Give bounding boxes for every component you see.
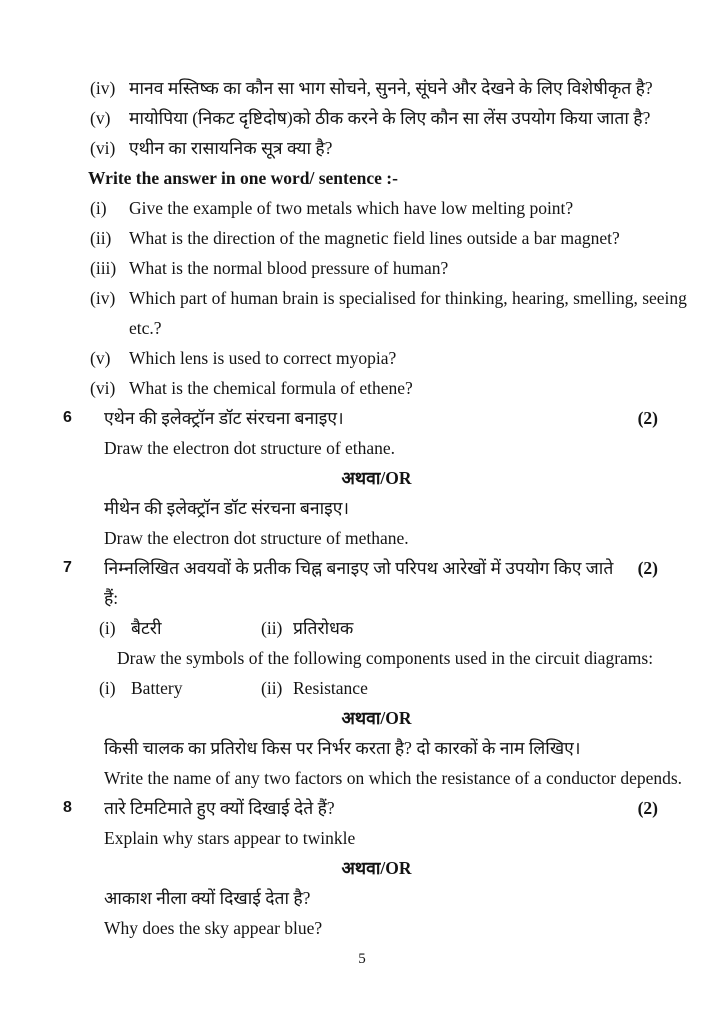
question-number: 8	[63, 799, 72, 816]
question-8	[63, 793, 690, 823]
option-number: (i)	[99, 618, 116, 638]
english-item-iii	[63, 253, 690, 283]
question-7	[63, 553, 690, 613]
question-6	[63, 403, 690, 433]
item-number: (ii)	[90, 228, 112, 248]
question-7-hindi-options	[63, 613, 690, 643]
question-number: 7	[63, 559, 72, 576]
question-6-alt-english: Draw the electron dot structure of methane.	[104, 528, 409, 548]
question-7-english-options	[63, 673, 690, 703]
item-number: (i)	[90, 198, 107, 218]
page-number: 5	[358, 951, 366, 967]
question-8-alt-hindi: आकाश नीला क्यों दिखाई देता है?	[104, 888, 311, 908]
item-number: (v)	[90, 108, 111, 128]
question-text-hindi: तारे टिमटिमाते हुए क्यों दिखाई देते हैं?	[104, 798, 335, 818]
item-number: (iii)	[90, 258, 117, 278]
option-number: (i)	[99, 678, 116, 698]
hindi-item-iv	[63, 73, 690, 103]
option-text: प्रतिरोधक	[293, 618, 354, 638]
item-number: (vi)	[90, 138, 116, 158]
english-item-iv	[63, 283, 690, 343]
english-item-v	[63, 343, 690, 373]
english-item-ii	[63, 223, 690, 253]
item-number: (iv)	[90, 288, 116, 308]
question-marks: (2)	[637, 798, 658, 818]
item-text: What is the chemical formula of ethene?	[129, 378, 413, 398]
or-divider: अथवा/OR	[341, 468, 412, 488]
question-7-english: Draw the symbols of the following components used in the circuit diagrams:	[117, 648, 654, 668]
option-text: Battery	[131, 678, 183, 698]
english-item-vi	[63, 373, 690, 403]
item-number: (vi)	[90, 378, 116, 398]
item-text: मानव मस्तिष्क का कौन सा भाग सोचने, सुनने, सूंघने और देखने के लिए विशेषीकृत है?	[129, 78, 653, 98]
item-text: मायोपिया (निकट दृष्टिदोष)को ठीक करने के लिए कौन सा लेंस उपयोग किया जाता है?	[129, 108, 651, 128]
english-item-i	[63, 193, 690, 223]
option-text: Resistance	[293, 678, 368, 698]
item-text: एथीन का रासायनिक सूत्र क्या है?	[129, 138, 333, 158]
option-number: (ii)	[261, 678, 283, 698]
option-number: (ii)	[261, 618, 283, 638]
item-text: Which part of human brain is specialised for thinking, hearing, smelling, seeing etc.?	[129, 288, 687, 338]
question-text-hindi: एथेन की इलेक्ट्रॉन डॉट संरचना बनाइए।	[104, 408, 344, 428]
hindi-item-vi	[63, 133, 690, 163]
item-text: What is the normal blood pressure of human?	[129, 258, 449, 278]
english-section-heading: Write the answer in one word/ sentence :-	[88, 168, 398, 188]
question-text-hindi: निम्नलिखित अवयवों के प्रतीक चिह्न बनाइए जो परिपथ आरेखों में उपयोग किए जाते हैं:	[104, 558, 614, 608]
question-marks: (2)	[637, 558, 658, 578]
question-8-alt-english: Why does the sky appear blue?	[104, 918, 323, 938]
question-7-alt-english: Write the name of any two factors on which the resistance of a conductor depends.	[104, 768, 683, 788]
item-text: Which lens is used to correct myopia?	[129, 348, 397, 368]
question-number: 6	[63, 409, 72, 426]
question-7-alt-hindi: किसी चालक का प्रतिरोध किस पर निर्भर करता है? दो कारकों के नाम लिखिए।	[104, 738, 581, 758]
or-divider: अथवा/OR	[341, 858, 412, 878]
question-8-english: Explain why stars appear to twinkle	[104, 828, 356, 848]
item-text: What is the direction of the magnetic field lines outside a bar magnet?	[129, 228, 620, 248]
question-6-alt-hindi: मीथेन की इलेक्ट्रॉन डॉट संरचना बनाइए।	[104, 498, 349, 518]
item-number: (v)	[90, 348, 111, 368]
or-divider: अथवा/OR	[341, 708, 412, 728]
item-text: Give the example of two metals which have low melting point?	[129, 198, 574, 218]
item-number: (iv)	[90, 78, 116, 98]
hindi-item-v	[63, 103, 690, 133]
question-marks: (2)	[637, 408, 658, 428]
question-6-english: Draw the electron dot structure of ethane.	[104, 438, 396, 458]
option-text: बैटरी	[131, 618, 162, 638]
